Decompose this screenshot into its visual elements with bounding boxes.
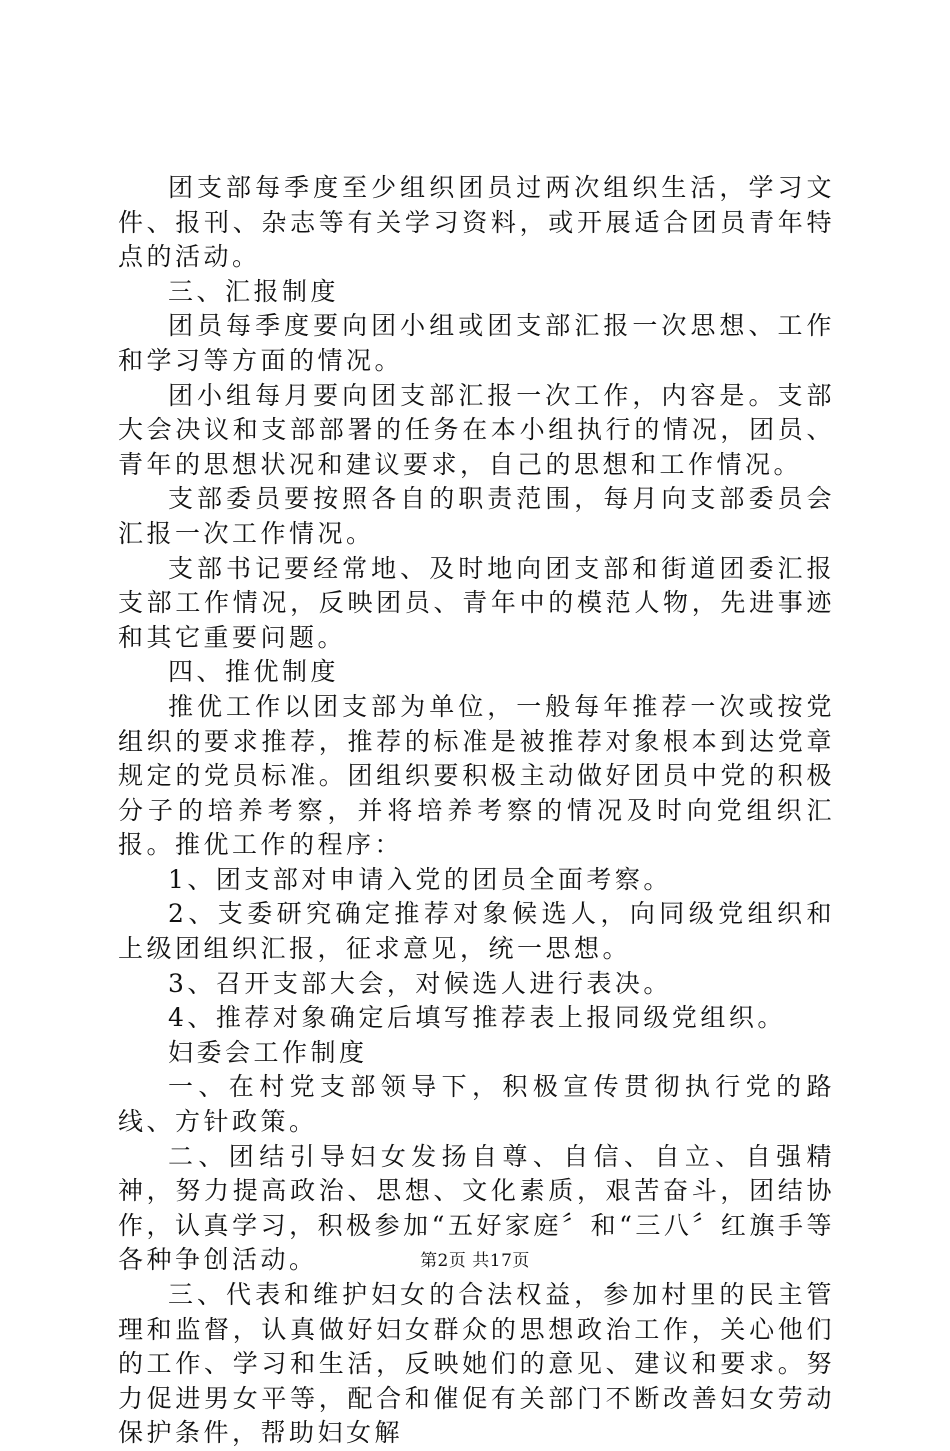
list-item: 3、召开支部大会，对候选人进行表决。 xyxy=(168,968,672,998)
section-heading: 四、推优制度 xyxy=(168,657,340,687)
section-heading: 三、汇报制度 xyxy=(168,276,340,306)
paragraph: 一、在村党支部领导下，积极宣传贯彻执行党的路线、方针政策。 xyxy=(118,1072,835,1137)
paragraph: 支部委员要按照各自的职责范围，每月向支部委员会汇报一次工作情况。 xyxy=(118,484,835,548)
paragraph: 团支部每季度至少组织团员过两次组织生活，学习文件、报刊、杂志等有关学习资料，或开展适合团员青年特点的活动。 xyxy=(118,173,835,272)
paragraph: 团员每季度要向团小组或团支部汇报一次思想、工作和学习等方面的情况。 xyxy=(118,311,835,375)
paragraph: 团小组每月要向团支部汇报一次工作，内容是。支部大会决议和支部部署的任务在本小组执行的情况，团员、青年的思想状况和建议要求，自己的思想和工作情况。 xyxy=(118,380,835,479)
page-footer: 第2页 共17页 xyxy=(420,1251,530,1271)
paragraph: 二、团结引导妇女发扬自尊、自信、自立、自强精神，努力提高政治、思想、文化素质，艰苦奋斗，团结协作，认真学习，积极参加“五好家庭〞和“三八〞红旗手等各种争创活动。 xyxy=(118,1141,835,1275)
list-item: 4、推荐对象确定后填写推荐表上报同级党组织。 xyxy=(168,1003,786,1033)
list-item: 2、支委研究确定推荐对象候选人，向同级党组织和上级团组织汇报，征求意见，统一思想。 xyxy=(118,899,835,964)
list-item: 1、团支部对申请入党的团员全面考察。 xyxy=(168,864,672,894)
section-heading: 妇委会工作制度 xyxy=(168,1037,368,1067)
paragraph: 推优工作以团支部为单位，一般每年推荐一次或按党组织的要求推荐，推荐的标准是被推荐对象根本到达党章规定的党员标准。团组织要积极主动做好团员中党的积极分子的培养考察，并将培养考察的情况及时向党组织汇报。推优工作的程序： xyxy=(118,691,835,860)
paragraph: 支部书记要经常地、及时地向团支部和街道团委汇报支部工作情况，反映团员、青年中的模范人物，先进事迹和其它重要问题。 xyxy=(118,553,835,652)
paragraph: 三、代表和维护妇女的合法权益，参加村里的民主管理和监督，认真做好妇女群众的思想政治工作，关心他们的工作、学习和生活，反映她们的意见、建议和要求。努力促进男女平等，配合和催促有关部门不断改善妇女劳动保护条件，帮助妇女解 xyxy=(118,1280,835,1448)
